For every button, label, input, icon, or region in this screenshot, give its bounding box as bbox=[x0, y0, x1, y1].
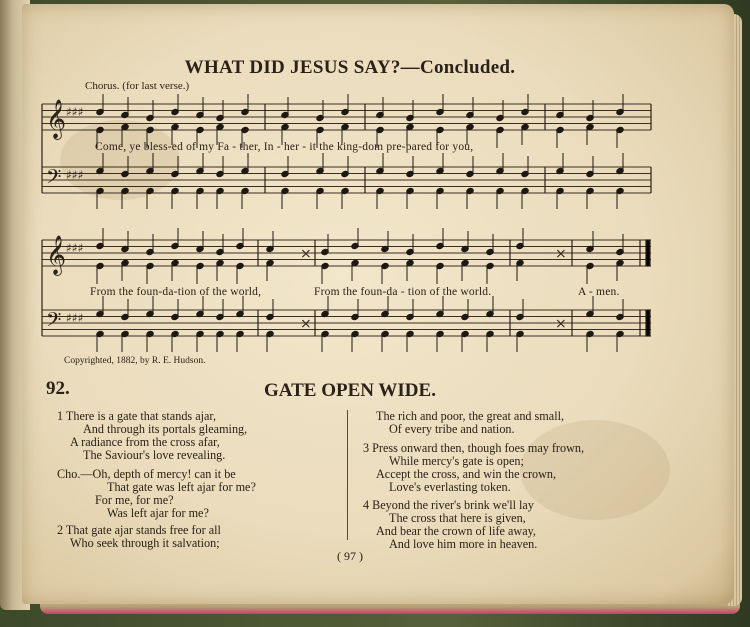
verse-left-line: A radiance from the cross afar, bbox=[70, 435, 220, 449]
staff-lines bbox=[42, 104, 651, 336]
verse-left-line: And through its portals gleaming, bbox=[83, 422, 248, 436]
verse-left-line: 1 There is a gate that stands ajar, bbox=[57, 409, 217, 423]
clefs-and-keys bbox=[46, 99, 567, 336]
verse-right-line: The cross that here is given, bbox=[389, 511, 526, 525]
page-number: ( 97 ) bbox=[337, 549, 363, 563]
final-barline bbox=[646, 240, 650, 266]
rest-icon: × bbox=[300, 246, 312, 262]
hymn-number: 92. bbox=[46, 378, 70, 399]
treble-clef-icon: 𝄞 bbox=[46, 235, 67, 275]
chorus-label: Chorus. (for last verse.) bbox=[85, 80, 190, 92]
bass-clef-icon: 𝄢 bbox=[46, 308, 62, 336]
key-signature-icon: ♯♯♯ bbox=[66, 241, 84, 255]
bass-clef-icon: 𝄢 bbox=[46, 165, 62, 193]
page-title: WHAT DID JESUS SAY?—Concluded. bbox=[184, 57, 516, 78]
rest-icon: × bbox=[555, 246, 567, 262]
lyrics-line-2c: A - men. bbox=[578, 286, 620, 298]
copyright-notice: Copyrighted, 1882, by R. E. Hudson. bbox=[64, 356, 206, 366]
lyrics-line-1: Come, ye bless-ed of my Fa - ther, In - her - it the king-dom pre-pared for you, bbox=[95, 141, 474, 153]
verse-right-line: 4 Beyond the river's brink we'll lay bbox=[363, 498, 534, 512]
verse-right-line: While mercy's gate is open; bbox=[389, 454, 524, 468]
key-signature-icon: ♯♯♯ bbox=[66, 311, 84, 325]
rest-icon: × bbox=[300, 316, 312, 332]
verse-right-line: And love him more in heaven. bbox=[389, 537, 538, 551]
chorus-line: For me, for me? bbox=[95, 493, 174, 507]
final-barline bbox=[646, 310, 650, 336]
verse-right-line: And bear the crown of life away, bbox=[376, 524, 536, 538]
column-divider bbox=[347, 410, 348, 540]
chorus-line: That gate was left ajar for me? bbox=[107, 480, 256, 494]
lyrics-line-2b: From the foun-da - tion of the world. bbox=[314, 286, 492, 298]
treble-clef-icon: 𝄞 bbox=[46, 99, 67, 139]
hymn-title: GATE OPEN WIDE. bbox=[264, 380, 436, 401]
key-signature-icon: ♯♯♯ bbox=[66, 168, 84, 182]
verse-right-line: Of every tribe and nation. bbox=[389, 422, 515, 436]
bar-lines bbox=[42, 104, 651, 336]
verse-left-line: Who seek through it salvation; bbox=[70, 536, 220, 550]
key-signature-icon: ♯♯♯ bbox=[66, 105, 84, 119]
verse-right-line: Love's everlasting token. bbox=[389, 480, 511, 494]
verse-right-line: The rich and poor, the great and small, bbox=[376, 409, 565, 423]
verse-right-line: Accept the cross, and win the crown, bbox=[376, 467, 557, 481]
verse-left-line: 2 That gate ajar stands free for all bbox=[57, 523, 221, 537]
verse-right-line: 3 Press onward then, though foes may frown, bbox=[363, 441, 585, 455]
chorus-line: Was left ajar for me? bbox=[107, 506, 209, 520]
music-notes bbox=[96, 94, 624, 352]
rest-icon: × bbox=[555, 316, 567, 332]
lyrics-line-2a: From the foun-da-tion of the world, bbox=[90, 286, 262, 298]
verse-left-line: The Saviour's love revealing. bbox=[83, 448, 226, 462]
chorus-line: Cho.—Oh, depth of mercy! can it be bbox=[57, 467, 236, 481]
